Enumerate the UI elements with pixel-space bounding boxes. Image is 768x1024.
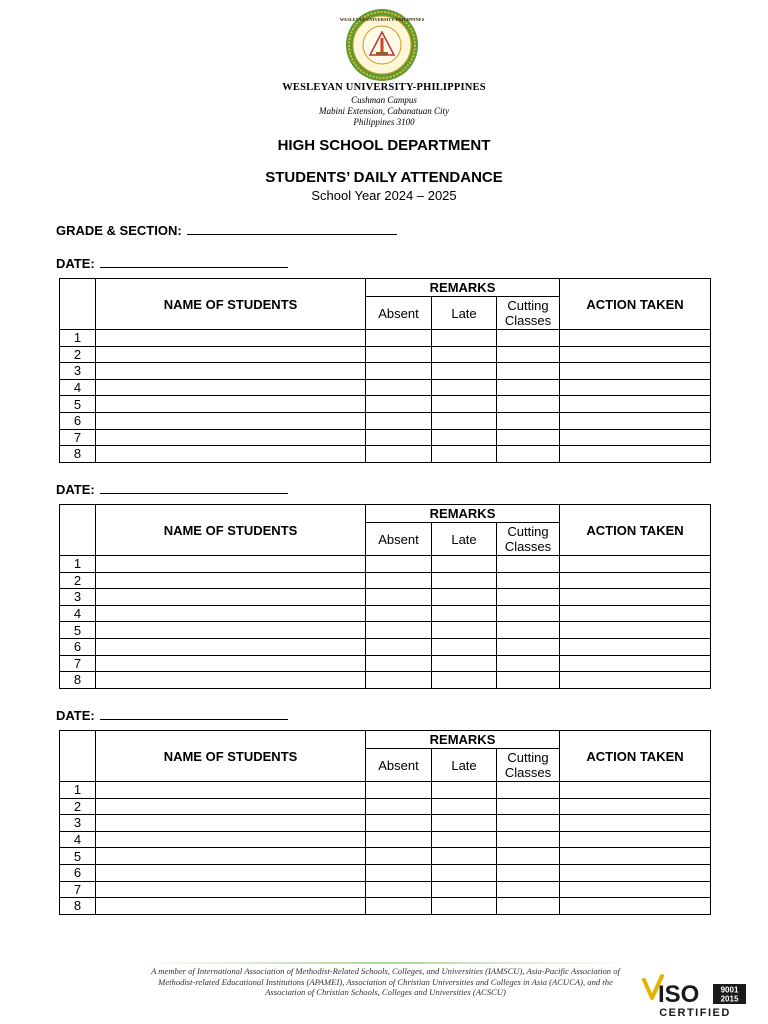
cutting-cell[interactable] bbox=[497, 330, 560, 347]
absent-cell[interactable] bbox=[366, 396, 432, 413]
row-number: 8 bbox=[60, 672, 96, 689]
late-cell[interactable] bbox=[432, 672, 497, 689]
late-cell[interactable] bbox=[432, 396, 497, 413]
absent-cell[interactable] bbox=[366, 412, 432, 429]
attendance-table-1 bbox=[59, 278, 711, 463]
absent-cell[interactable] bbox=[366, 379, 432, 396]
action-cell[interactable] bbox=[560, 412, 711, 429]
grade-section-field bbox=[56, 222, 397, 238]
absent-cell[interactable] bbox=[366, 622, 432, 639]
cutting-cell[interactable] bbox=[497, 379, 560, 396]
absent-cell[interactable] bbox=[366, 572, 432, 589]
student-name-cell[interactable] bbox=[96, 363, 366, 380]
grade-section-label: GRADE & SECTION: bbox=[56, 223, 182, 238]
date-label: DATE: bbox=[56, 708, 95, 723]
row-number: 8 bbox=[60, 446, 96, 463]
action-taken-header: ACTION TAKEN bbox=[560, 279, 711, 330]
name-of-students-header: NAME OF STUDENTS bbox=[96, 279, 366, 330]
cutting-cell[interactable] bbox=[497, 446, 560, 463]
name-of-students-header: NAME OF STUDENTS bbox=[96, 505, 366, 556]
absent-header: Absent bbox=[366, 523, 432, 556]
absent-cell[interactable] bbox=[366, 831, 432, 848]
cutting-cell[interactable] bbox=[497, 831, 560, 848]
row-number: 2 bbox=[60, 346, 96, 363]
action-taken-header: ACTION TAKEN bbox=[560, 505, 711, 556]
table-row bbox=[60, 672, 711, 689]
table-row bbox=[60, 881, 711, 898]
student-name-cell[interactable] bbox=[96, 589, 366, 606]
remarks-header: REMARKS bbox=[366, 731, 560, 749]
late-cell[interactable] bbox=[432, 638, 497, 655]
table-row bbox=[60, 396, 711, 413]
absent-cell[interactable] bbox=[366, 815, 432, 832]
action-cell[interactable] bbox=[560, 346, 711, 363]
university-seal-logo bbox=[339, 8, 425, 82]
table-row bbox=[60, 346, 711, 363]
name-of-students-header: NAME OF STUDENTS bbox=[96, 731, 366, 782]
cutting-cell[interactable] bbox=[497, 655, 560, 672]
absent-cell[interactable] bbox=[366, 782, 432, 799]
cutting-cell[interactable] bbox=[497, 363, 560, 380]
absent-cell[interactable] bbox=[366, 638, 432, 655]
table-row bbox=[60, 589, 711, 606]
absent-header: Absent bbox=[366, 297, 432, 330]
action-cell[interactable] bbox=[560, 638, 711, 655]
absent-cell[interactable] bbox=[366, 798, 432, 815]
table-row bbox=[60, 831, 711, 848]
remarks-header: REMARKS bbox=[366, 279, 560, 297]
row-number: 4 bbox=[60, 831, 96, 848]
student-name-cell[interactable] bbox=[96, 815, 366, 832]
cutting-cell[interactable] bbox=[497, 672, 560, 689]
row-number: 4 bbox=[60, 379, 96, 396]
table-row bbox=[60, 605, 711, 622]
grade-section-blank[interactable] bbox=[187, 222, 397, 235]
cutting-cell[interactable] bbox=[497, 881, 560, 898]
action-cell[interactable] bbox=[560, 848, 711, 865]
table-row bbox=[60, 429, 711, 446]
action-cell[interactable] bbox=[560, 798, 711, 815]
row-number: 1 bbox=[60, 330, 96, 347]
date-field-3 bbox=[56, 707, 288, 723]
late-cell[interactable] bbox=[432, 589, 497, 606]
late-cell[interactable] bbox=[432, 379, 497, 396]
student-name-cell[interactable] bbox=[96, 798, 366, 815]
late-header: Late bbox=[432, 297, 497, 330]
university-name: WESLEYAN UNIVERSITY-PHILIPPINES bbox=[282, 82, 486, 93]
membership-statement: A member of International Association of Methodist-Related Schools, Colleges, and Universities (IAMSCU), Asia-Pacific Association of Methodist-related Educational Institutions (APAMEI), Association of Christian Universities and Colleges in Asia (ACUCA), and the Association of Christian Schools, Colleges and Universities (ACSCU) bbox=[151, 966, 620, 997]
row-number: 1 bbox=[60, 782, 96, 799]
student-name-cell[interactable] bbox=[96, 446, 366, 463]
cutting-cell[interactable] bbox=[497, 429, 560, 446]
address-line-street: Mabini Extension, Cabanatuan City bbox=[319, 106, 449, 116]
row-number-header bbox=[60, 505, 96, 556]
row-number: 2 bbox=[60, 798, 96, 815]
svg-text:WESLEYAN UNIVERSITY-PHILIPPINE: WESLEYAN UNIVERSITY-PHILIPPINES bbox=[339, 17, 425, 22]
cutting-cell[interactable] bbox=[497, 396, 560, 413]
late-cell[interactable] bbox=[432, 831, 497, 848]
date-blank[interactable] bbox=[100, 707, 288, 720]
document-title: STUDENTS’ DAILY ATTENDANCE bbox=[265, 169, 503, 186]
student-name-cell[interactable] bbox=[96, 638, 366, 655]
table-row bbox=[60, 798, 711, 815]
absent-cell[interactable] bbox=[366, 363, 432, 380]
late-cell[interactable] bbox=[432, 622, 497, 639]
svg-text:2015: 2015 bbox=[720, 994, 739, 1004]
footer-divider bbox=[140, 962, 630, 964]
cutting-cell[interactable] bbox=[497, 622, 560, 639]
row-number: 6 bbox=[60, 638, 96, 655]
address-line-campus: Cushman Campus bbox=[351, 95, 417, 105]
late-cell[interactable] bbox=[432, 898, 497, 915]
student-name-cell[interactable] bbox=[96, 346, 366, 363]
late-header: Late bbox=[432, 749, 497, 782]
absent-cell[interactable] bbox=[366, 672, 432, 689]
action-cell[interactable] bbox=[560, 831, 711, 848]
svg-text:CERTIFIED: CERTIFIED bbox=[659, 1007, 731, 1019]
late-cell[interactable] bbox=[432, 864, 497, 881]
row-number: 6 bbox=[60, 864, 96, 881]
action-cell[interactable] bbox=[560, 782, 711, 799]
action-cell[interactable] bbox=[560, 330, 711, 347]
late-cell[interactable] bbox=[432, 605, 497, 622]
late-cell[interactable] bbox=[432, 881, 497, 898]
row-number: 2 bbox=[60, 572, 96, 589]
absent-cell[interactable] bbox=[366, 655, 432, 672]
cutting-cell[interactable] bbox=[497, 572, 560, 589]
date-blank[interactable] bbox=[100, 255, 288, 268]
iso-certified-logo bbox=[640, 972, 750, 1018]
absent-cell[interactable] bbox=[366, 446, 432, 463]
cutting-cell[interactable] bbox=[497, 898, 560, 915]
table-row bbox=[60, 898, 711, 915]
student-name-cell[interactable] bbox=[96, 556, 366, 573]
row-number: 8 bbox=[60, 898, 96, 915]
late-cell[interactable] bbox=[432, 412, 497, 429]
table-row bbox=[60, 572, 711, 589]
student-name-cell[interactable] bbox=[96, 412, 366, 429]
row-number: 4 bbox=[60, 605, 96, 622]
cutting-cell[interactable] bbox=[497, 782, 560, 799]
cutting-cell[interactable] bbox=[497, 589, 560, 606]
table-row bbox=[60, 815, 711, 832]
table-row bbox=[60, 622, 711, 639]
student-name-cell[interactable] bbox=[96, 881, 366, 898]
row-number: 5 bbox=[60, 622, 96, 639]
late-cell[interactable] bbox=[432, 572, 497, 589]
cutting-classes-header: Cutting Classes bbox=[497, 297, 560, 330]
absent-cell[interactable] bbox=[366, 330, 432, 347]
cutting-cell[interactable] bbox=[497, 848, 560, 865]
table-row bbox=[60, 363, 711, 380]
date-field-1 bbox=[56, 255, 288, 271]
row-number: 1 bbox=[60, 556, 96, 573]
school-year: School Year 2024 – 2025 bbox=[311, 188, 457, 203]
cutting-cell[interactable] bbox=[497, 815, 560, 832]
student-name-cell[interactable] bbox=[96, 898, 366, 915]
date-field-2 bbox=[56, 481, 288, 497]
late-cell[interactable] bbox=[432, 429, 497, 446]
cutting-cell[interactable] bbox=[497, 638, 560, 655]
late-cell[interactable] bbox=[432, 815, 497, 832]
absent-cell[interactable] bbox=[366, 429, 432, 446]
svg-text:9001: 9001 bbox=[720, 985, 739, 995]
action-cell[interactable] bbox=[560, 589, 711, 606]
attendance-table-2 bbox=[59, 504, 711, 689]
row-number: 3 bbox=[60, 363, 96, 380]
cutting-cell[interactable] bbox=[497, 346, 560, 363]
remarks-header: REMARKS bbox=[366, 505, 560, 523]
table-row bbox=[60, 864, 711, 881]
student-name-cell[interactable] bbox=[96, 622, 366, 639]
action-taken-header: ACTION TAKEN bbox=[560, 731, 711, 782]
late-cell[interactable] bbox=[432, 848, 497, 865]
row-number: 7 bbox=[60, 655, 96, 672]
student-name-cell[interactable] bbox=[96, 672, 366, 689]
table-row bbox=[60, 412, 711, 429]
row-number: 3 bbox=[60, 589, 96, 606]
student-name-cell[interactable] bbox=[96, 864, 366, 881]
absent-cell[interactable] bbox=[366, 589, 432, 606]
row-number: 5 bbox=[60, 396, 96, 413]
date-blank[interactable] bbox=[100, 481, 288, 494]
absent-cell[interactable] bbox=[366, 864, 432, 881]
attendance-table-3 bbox=[59, 730, 711, 915]
cutting-cell[interactable] bbox=[497, 605, 560, 622]
cutting-cell[interactable] bbox=[497, 412, 560, 429]
action-cell[interactable] bbox=[560, 363, 711, 380]
action-cell[interactable] bbox=[560, 622, 711, 639]
cutting-cell[interactable] bbox=[497, 864, 560, 881]
late-cell[interactable] bbox=[432, 446, 497, 463]
cutting-cell[interactable] bbox=[497, 556, 560, 573]
late-cell[interactable] bbox=[432, 798, 497, 815]
svg-text:ISO: ISO bbox=[658, 981, 700, 1008]
row-number: 5 bbox=[60, 848, 96, 865]
student-name-cell[interactable] bbox=[96, 429, 366, 446]
action-cell[interactable] bbox=[560, 672, 711, 689]
action-cell[interactable] bbox=[560, 556, 711, 573]
late-cell[interactable] bbox=[432, 363, 497, 380]
date-label: DATE: bbox=[56, 256, 95, 271]
table-row bbox=[60, 446, 711, 463]
action-cell[interactable] bbox=[560, 429, 711, 446]
absent-cell[interactable] bbox=[366, 898, 432, 915]
absent-cell[interactable] bbox=[366, 346, 432, 363]
table-row bbox=[60, 782, 711, 799]
absent-cell[interactable] bbox=[366, 881, 432, 898]
absent-header: Absent bbox=[366, 749, 432, 782]
table-row bbox=[60, 638, 711, 655]
date-label: DATE: bbox=[56, 482, 95, 497]
table-row bbox=[60, 330, 711, 347]
late-cell[interactable] bbox=[432, 346, 497, 363]
absent-cell[interactable] bbox=[366, 605, 432, 622]
row-number-header bbox=[60, 279, 96, 330]
cutting-classes-header: Cutting Classes bbox=[497, 523, 560, 556]
student-name-cell[interactable] bbox=[96, 848, 366, 865]
address-line-country: Philippines 3100 bbox=[353, 117, 415, 127]
action-cell[interactable] bbox=[560, 446, 711, 463]
late-cell[interactable] bbox=[432, 330, 497, 347]
table-row bbox=[60, 556, 711, 573]
row-number: 7 bbox=[60, 881, 96, 898]
action-cell[interactable] bbox=[560, 572, 711, 589]
table-row bbox=[60, 655, 711, 672]
row-number: 3 bbox=[60, 815, 96, 832]
action-cell[interactable] bbox=[560, 864, 711, 881]
table-row bbox=[60, 848, 711, 865]
late-cell[interactable] bbox=[432, 556, 497, 573]
action-cell[interactable] bbox=[560, 655, 711, 672]
cutting-cell[interactable] bbox=[497, 798, 560, 815]
action-cell[interactable] bbox=[560, 379, 711, 396]
late-cell[interactable] bbox=[432, 655, 497, 672]
action-cell[interactable] bbox=[560, 815, 711, 832]
action-cell[interactable] bbox=[560, 898, 711, 915]
student-name-cell[interactable] bbox=[96, 831, 366, 848]
cutting-classes-header: Cutting Classes bbox=[497, 749, 560, 782]
student-name-cell[interactable] bbox=[96, 605, 366, 622]
row-number: 6 bbox=[60, 412, 96, 429]
late-header: Late bbox=[432, 523, 497, 556]
action-cell[interactable] bbox=[560, 396, 711, 413]
absent-cell[interactable] bbox=[366, 556, 432, 573]
student-name-cell[interactable] bbox=[96, 330, 366, 347]
action-cell[interactable] bbox=[560, 881, 711, 898]
student-name-cell[interactable] bbox=[96, 655, 366, 672]
student-name-cell[interactable] bbox=[96, 379, 366, 396]
row-number-header bbox=[60, 731, 96, 782]
table-row bbox=[60, 379, 711, 396]
late-cell[interactable] bbox=[432, 782, 497, 799]
department-heading: HIGH SCHOOL DEPARTMENT bbox=[277, 137, 491, 154]
student-name-cell[interactable] bbox=[96, 782, 366, 799]
absent-cell[interactable] bbox=[366, 848, 432, 865]
action-cell[interactable] bbox=[560, 605, 711, 622]
row-number: 7 bbox=[60, 429, 96, 446]
student-name-cell[interactable] bbox=[96, 572, 366, 589]
student-name-cell[interactable] bbox=[96, 396, 366, 413]
